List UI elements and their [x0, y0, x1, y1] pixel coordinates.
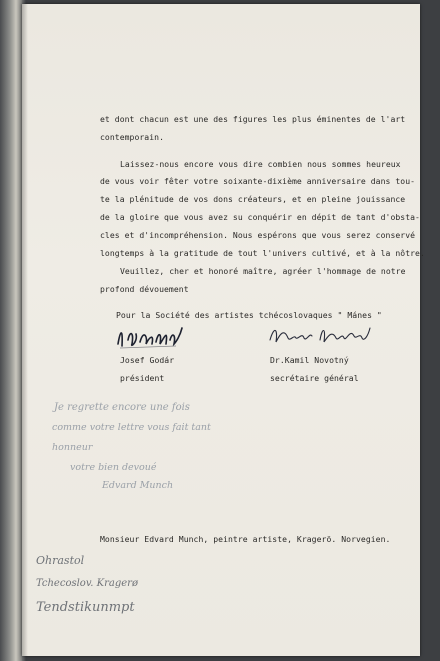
pencil-line: Tendstikunmpt	[36, 600, 135, 615]
signature-left	[114, 318, 186, 352]
signatory-role-left: président	[120, 373, 165, 383]
body-line: cles et d'incompréhension. Nous espérons que vous serez conservé	[100, 230, 416, 240]
signature-right	[266, 320, 374, 350]
pencil-line: Je regrette encore une fois	[54, 402, 190, 413]
address-line: Monsieur Edvard Munch, peintre artiste, Kragerö. Norvegien.	[100, 534, 391, 544]
signatory-name-left: Josef Godár	[120, 355, 175, 365]
body-line: et dont chacun est une des figures les plus éminentes de l'art	[100, 114, 406, 124]
pencil-line: Tchecoslov. Kragerø	[36, 578, 138, 589]
pencil-line: votre bien devoué	[70, 462, 157, 473]
paper-fold-shadow	[22, 4, 28, 656]
letter-paper	[22, 4, 425, 656]
society-line: Pour la Société des artistes tchécoslovaques " Mánes "	[116, 310, 382, 320]
signatory-role-right: secrétaire général	[270, 373, 359, 383]
body-line: de vous voir fêter votre soixante-dixième anniversaire dans tou-	[100, 176, 416, 186]
body-line: Veuillez, cher et honoré maître, agréer l'hommage de notre	[120, 266, 406, 276]
pencil-line: honneur	[52, 442, 93, 453]
pencil-line: comme votre lettre vous fait tant	[52, 422, 211, 433]
signatory-name-right: Dr.Kamil Novotný	[270, 355, 349, 365]
binding-stub	[0, 0, 22, 661]
body-line: te la plénitude de vos dons créateurs, et en pleine jouissance	[100, 194, 406, 204]
body-line: Laissez-nous encore vous dire combien nous sommes heureux	[120, 159, 401, 169]
pencil-line: Edvard Munch	[102, 480, 174, 491]
body-line: contemporain.	[100, 132, 164, 142]
pencil-line: Ohrastol	[36, 554, 85, 567]
body-line: longtemps à la gratitude de tout l'univers cultivé, et à la nôtre.	[100, 248, 425, 258]
body-line: profond dévouement	[100, 284, 189, 294]
body-line: de la gloire que vous avez su conquérir en dépit de tant d'obsta-	[100, 212, 420, 222]
